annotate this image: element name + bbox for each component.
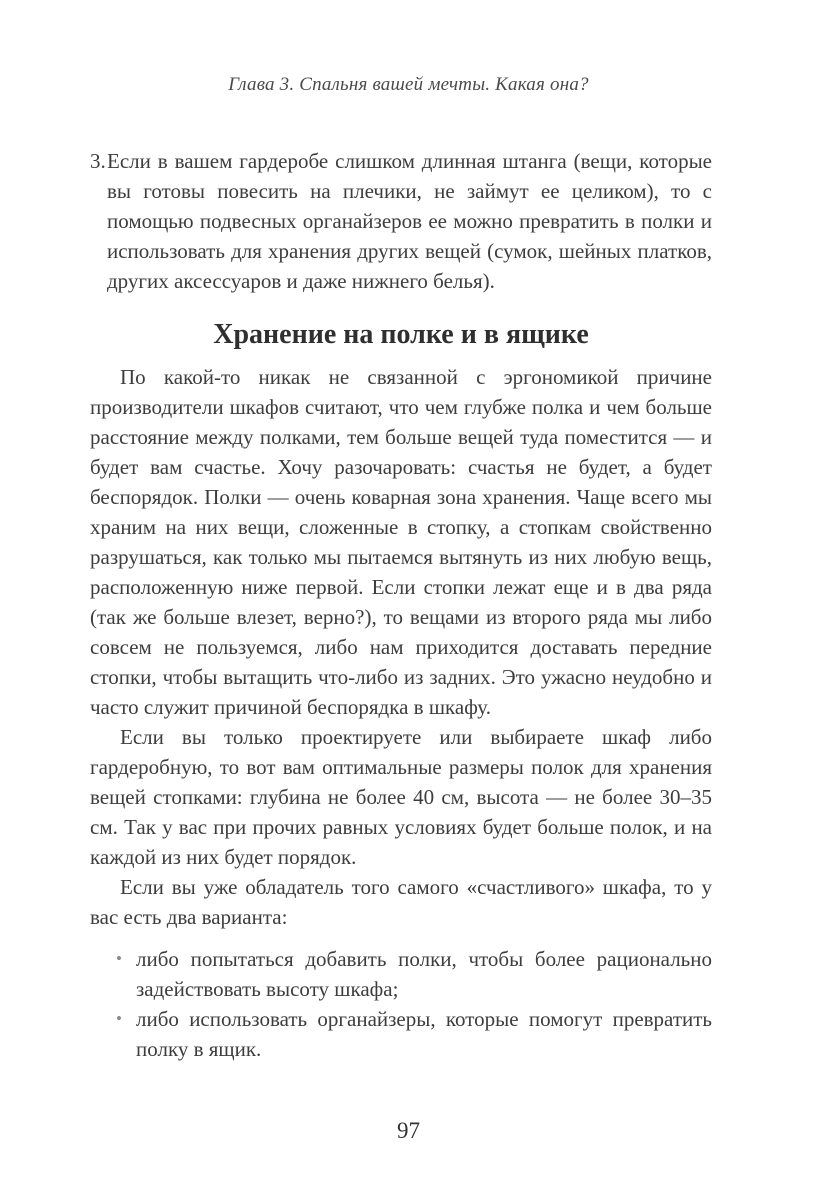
running-head: Глава 3. Спальня вашей мечты. Какая она? — [228, 74, 589, 95]
paragraph: Если вы уже обладатель того самого «счастливого» шкафа, то у вас есть два варианта: — [90, 875, 712, 929]
bullet-icon: • — [116, 949, 122, 968]
body-text — [90, 362, 712, 932]
numbered-list-item — [90, 146, 712, 296]
list-item-number: 3. — [90, 149, 106, 173]
text-column — [90, 0, 712, 1064]
bullet-item — [90, 944, 712, 1004]
bullet-list — [90, 944, 712, 1064]
bullet-text: либо попытаться добавить полки, чтобы более рационально задействовать высоту шкафа; — [136, 947, 712, 1001]
list-item-text: Если в вашем гардеробе слишком длинная штанга (вещи, которые вы готовы повесить на плечики, не займут ее целиком), то с помощью подвесных органайзеров ее можно превратить в полки и использовать для хранения других вещей (сумок, шейных платков, других аксессуаров и даже нижнего белья). — [107, 149, 712, 293]
bullet-text: либо использовать органайзеры, которые помогут превратить полку в ящик. — [136, 1007, 712, 1061]
paragraph: Если вы только проектируете или выбираете шкаф либо гардеробную, то вот вам оптимальные размеры полок для хранения вещей стопками: глубина не более 40 см, высота — не более 30–35 см. Так у вас при прочих равных условиях будет больше полок, и на каждой из них будет порядок. — [90, 725, 712, 869]
bullet-icon: • — [116, 1009, 122, 1028]
paragraph: По какой-то никак не связанной с эргономикой причине производители шкафов считают, что чем глубже полка и чем больше расстояние между полками, тем больше вещей туда поместится — и будет вам счастье. Хочу разочаровать: счастья не будет, а будет беспорядок. Полки — очень коварная зона хранения. Чаще всего мы храним на них вещи, сложенные в стопку, а стопкам свойственно разрушаться, как только мы пытаемся вытянуть из них любую вещь, расположенную ниже первой. Если стопки лежат еще и в два ряда (так же больше влезет, верно?), то вещами из второго ряда мы либо совсем не пользуемся, либо нам приходится доставать передние стопки, чтобы вытащить что-либо из задних. Это ужасно неудобно и часто служит причиной беспорядка в шкафу. — [90, 365, 712, 719]
bullet-item — [90, 1004, 712, 1064]
page-number: 97 — [397, 1118, 420, 1143]
section-heading: Хранение на полке и в ящике — [213, 319, 589, 350]
